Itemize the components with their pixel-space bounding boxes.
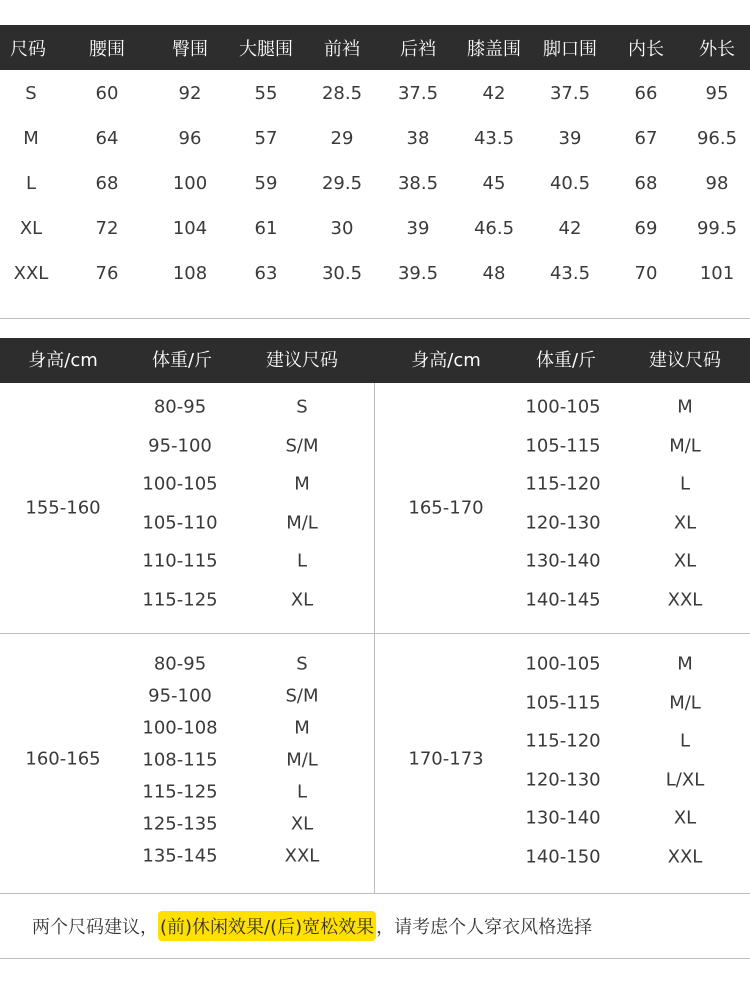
measurement-cell: 100 (172, 173, 208, 194)
header-cell: 身高/cm (411, 350, 481, 371)
weight-range-cell: 100-105 (142, 473, 218, 495)
height-range-cell: 165-170 (408, 497, 484, 519)
header-cell: 后裆 (400, 38, 436, 60)
measurement-cell: 39.5 (397, 263, 439, 284)
measurement-cell: 45 (482, 173, 506, 194)
recommend-block-bottom (0, 634, 750, 894)
size-recommend-table (0, 338, 750, 959)
measurement-cell: 64 (95, 128, 119, 149)
suggested-size-cell: M (677, 396, 693, 418)
table-row (0, 206, 750, 251)
measurement-cell: 37.5 (549, 83, 591, 104)
header-cell: 体重/斤 (535, 350, 597, 371)
table-row (0, 161, 750, 206)
measurement-cell: 104 (172, 218, 208, 239)
measurement-cell: 98 (705, 173, 729, 194)
recommend-block-top (0, 383, 750, 634)
measurement-cell: 29 (330, 128, 354, 149)
suggested-size-cell: S (296, 653, 308, 675)
suggested-size-cell: L (679, 730, 691, 752)
measurement-cell: 68 (95, 173, 119, 194)
suggested-size-cell: XL (673, 807, 697, 829)
measurement-cell: 46.5 (473, 218, 515, 239)
suggested-size-cell: L (679, 473, 691, 495)
weight-range-cell: 80-95 (153, 653, 207, 675)
suggested-size-cell: M (294, 717, 310, 739)
note-suffix: ，请考虑个人穿衣风格选择 (376, 916, 593, 938)
measurement-cell: 39 (406, 218, 430, 239)
header-cell: 臀围 (172, 38, 208, 60)
weight-range-cell: 120-130 (525, 512, 601, 534)
header-cell: 膝盖围 (467, 38, 521, 60)
measurement-cell: 96 (178, 128, 202, 149)
table-row (0, 71, 750, 116)
suggested-size-cell: M (677, 653, 693, 675)
size-chart-body (0, 70, 750, 296)
measurement-cell: 101 (699, 263, 735, 284)
measurement-cell: 48 (482, 263, 506, 284)
measurement-cell: 66 (634, 83, 658, 104)
measurement-cell: 60 (95, 83, 119, 104)
weight-range-cell: 115-125 (142, 589, 218, 611)
suggested-size-cell: M (294, 473, 310, 495)
measurement-cell: 96.5 (696, 128, 738, 149)
size-label-cell: L (25, 173, 37, 194)
weight-range-cell: 140-150 (525, 846, 601, 868)
size-advice-note (0, 893, 750, 958)
measurement-cell: 76 (95, 263, 119, 284)
note-highlight: (前)休闲效果/(后)宽松效果 (158, 911, 376, 941)
weight-range-cell: 105-115 (525, 692, 601, 714)
height-range-cell: 155-160 (25, 497, 101, 519)
measurement-cell: 68 (634, 173, 658, 194)
weight-range-cell: 125-135 (142, 813, 218, 835)
suggested-size-cell: M/L (286, 512, 318, 534)
suggested-size-cell: L (296, 781, 308, 803)
measurement-cell: 30.5 (321, 263, 363, 284)
table-row (0, 116, 750, 161)
measurement-cell: 57 (254, 128, 278, 149)
size-label-cell: S (25, 83, 37, 104)
size-chart-table (0, 25, 750, 319)
suggested-size-cell: L/XL (665, 769, 705, 791)
measurement-cell: 70 (634, 263, 658, 284)
header-cell: 腰围 (89, 38, 125, 60)
weight-range-cell: 108-115 (142, 749, 218, 771)
suggested-size-cell: XL (673, 512, 697, 534)
measurement-cell: 42 (482, 83, 506, 104)
measurement-cell: 38.5 (397, 173, 439, 194)
header-cell: 大腿围 (239, 38, 293, 60)
measurement-cell: 29.5 (321, 173, 363, 194)
weight-range-cell: 115-120 (525, 473, 601, 495)
weight-range-cell: 120-130 (525, 769, 601, 791)
measurement-cell: 108 (172, 263, 208, 284)
suggested-size-cell: XL (290, 813, 314, 835)
suggested-size-cell: S/M (285, 685, 319, 707)
measurement-cell: 61 (254, 218, 278, 239)
header-cell: 体重/斤 (151, 350, 213, 371)
size-label-cell: XXL (13, 263, 49, 284)
header-cell: 内长 (628, 38, 664, 60)
measurement-cell: 59 (254, 173, 278, 194)
measurement-cell: 92 (178, 83, 202, 104)
measurement-cell: 95 (705, 83, 729, 104)
suggested-size-cell: S/M (285, 435, 319, 457)
header-cell: 建议尺码 (266, 350, 338, 371)
measurement-cell: 43.5 (473, 128, 515, 149)
header-cell: 尺码 (10, 38, 46, 60)
measurement-cell: 39 (558, 128, 582, 149)
measurement-cell: 67 (634, 128, 658, 149)
weight-range-cell: 110-115 (142, 550, 218, 572)
weight-range-cell: 105-110 (142, 512, 218, 534)
suggested-size-cell: M/L (286, 749, 318, 771)
recommend-header (0, 338, 750, 383)
weight-range-cell: 95-100 (148, 435, 212, 457)
suggested-size-cell: XXL (284, 845, 320, 867)
suggested-size-cell: XL (673, 550, 697, 572)
size-chart-header (0, 25, 750, 70)
weight-range-cell: 130-140 (525, 550, 601, 572)
measurement-cell: 72 (95, 218, 119, 239)
suggested-size-cell: S (296, 396, 308, 418)
suggested-size-cell: L (296, 550, 308, 572)
measurement-cell: 99.5 (696, 218, 738, 239)
measurement-cell: 30 (330, 218, 354, 239)
height-range-cell: 160-165 (25, 748, 101, 770)
measurement-cell: 40.5 (549, 173, 591, 194)
measurement-cell: 69 (634, 218, 658, 239)
suggested-size-cell: M/L (669, 435, 701, 457)
size-label-cell: XL (19, 218, 43, 239)
weight-range-cell: 130-140 (525, 807, 601, 829)
weight-range-cell: 100-108 (142, 717, 218, 739)
note-prefix: 两个尺码建议， (32, 916, 158, 938)
measurement-cell: 43.5 (549, 263, 591, 284)
height-range-cell: 170-173 (408, 748, 484, 770)
weight-range-cell: 100-105 (525, 653, 601, 675)
measurement-cell: 55 (254, 83, 278, 104)
header-cell: 外长 (699, 38, 735, 60)
measurement-cell: 38 (406, 128, 430, 149)
measurement-cell: 28.5 (321, 83, 363, 104)
weight-range-cell: 95-100 (148, 685, 212, 707)
measurement-cell: 37.5 (397, 83, 439, 104)
suggested-size-cell: XXL (667, 846, 703, 868)
header-cell: 前裆 (324, 38, 360, 60)
weight-range-cell: 100-105 (525, 396, 601, 418)
weight-range-cell: 80-95 (153, 396, 207, 418)
weight-range-cell: 135-145 (142, 845, 218, 867)
suggested-size-cell: XXL (667, 589, 703, 611)
header-cell: 脚口围 (543, 38, 597, 60)
weight-range-cell: 140-145 (525, 589, 601, 611)
weight-range-cell: 105-115 (525, 435, 601, 457)
table-row (0, 251, 750, 296)
suggested-size-cell: XL (290, 589, 314, 611)
header-cell: 身高/cm (28, 350, 98, 371)
measurement-cell: 63 (254, 263, 278, 284)
size-label-cell: M (23, 128, 39, 149)
column-divider (374, 383, 375, 893)
weight-range-cell: 115-120 (525, 730, 601, 752)
suggested-size-cell: M/L (669, 692, 701, 714)
measurement-cell: 42 (558, 218, 582, 239)
weight-range-cell: 115-125 (142, 781, 218, 803)
header-cell: 建议尺码 (649, 350, 721, 371)
